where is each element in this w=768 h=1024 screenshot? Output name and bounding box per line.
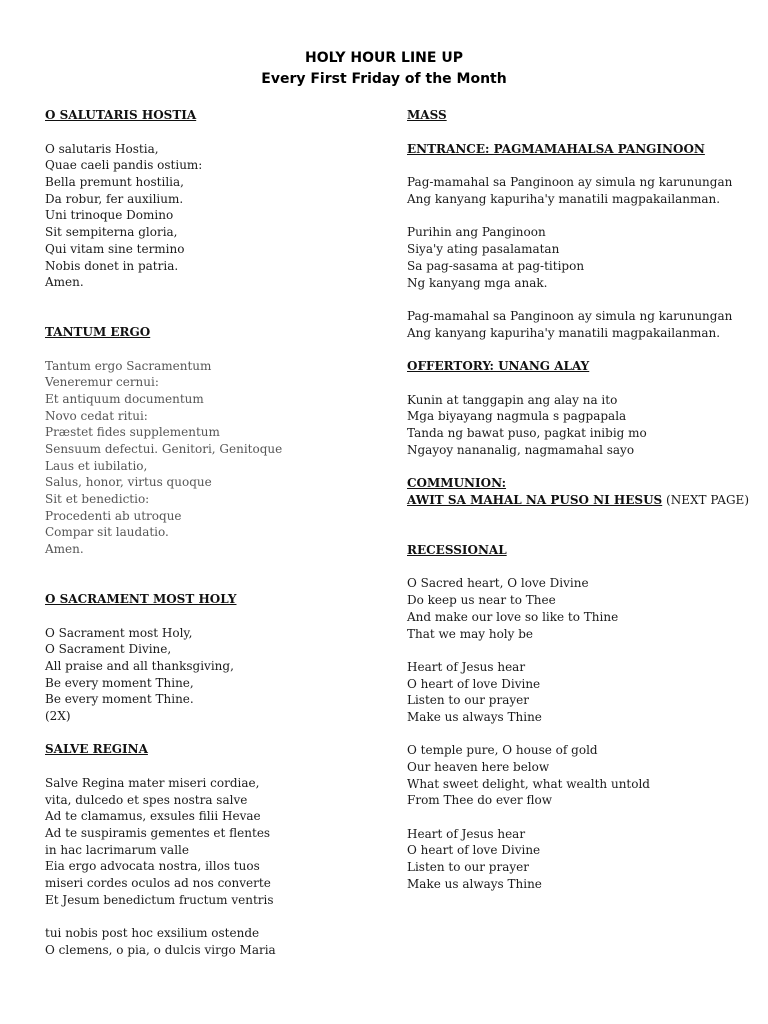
lyric-line: Compar sit laudatio. — [45, 525, 169, 540]
page-header — [0, 48, 768, 90]
stanza — [407, 742, 747, 809]
lyrics-lines — [407, 308, 747, 341]
lyrics-lines — [45, 775, 375, 909]
lyric-line: in hac lacrimarum valle — [45, 842, 189, 857]
section-heading: RECESSIONAL — [407, 542, 507, 557]
lyric-line: O Sacrament most Holy, — [45, 625, 193, 640]
left-column — [45, 107, 375, 959]
lyric-line: Nobis donet in patria. — [45, 258, 179, 273]
lyrics-lines — [407, 392, 747, 459]
lyric-line: Ang kanyang kapuriha'y manatili magpakailanman. — [407, 325, 721, 340]
lyric-line: Salve Regina mater miseri cordiae, — [45, 776, 260, 790]
lyric-line: O temple pure, O house of gold — [407, 743, 598, 758]
lyric-line: tui nobis post hoc exsilium ostende — [45, 926, 260, 941]
lyrics-lines — [45, 358, 375, 558]
lyric-line: Mga biyayang nagmula s pagpapala — [407, 409, 627, 424]
lyric-line: O Sacred heart, O love Divine — [407, 576, 589, 591]
section-heading: O SALUTARIS HOSTIA — [45, 108, 197, 122]
lyric-line: Siya'y ating pasalamatan — [407, 242, 560, 257]
lyric-line: Heart of Jesus hear — [407, 826, 526, 841]
lyric-line: Be every moment Thine, — [45, 675, 194, 690]
lyric-line: That we may holy be — [407, 626, 534, 641]
lyric-line: Listen to our prayer — [407, 860, 529, 875]
lyric-line: Kunin at tanggapin ang alay na ito — [407, 392, 618, 407]
lyric-line: Procedenti ab utroque — [45, 508, 182, 523]
lyric-line: And make our love so like to Thine — [407, 609, 619, 624]
lyric-line: Salus, honor, virtus quoque — [45, 475, 212, 490]
section-heading: ENTRANCE: PAGMAMAHALSA PANGINOON — [407, 141, 705, 156]
stanza — [407, 659, 747, 726]
lyric-line: O Sacrament Divine, — [45, 642, 172, 657]
lyrics-lines — [45, 625, 375, 725]
lyric-line: Make us always Thine — [407, 709, 542, 724]
lyric-line: All praise and all thanksgiving, — [45, 658, 234, 673]
salve-regina-section — [45, 741, 375, 958]
lyric-line: O clemens, o pia, o dulcis virgo Maria — [45, 942, 276, 957]
lyric-line: Ad te clamamus, exsules filii Hevae — [45, 809, 261, 824]
page-subtitle: Every First Friday of the Month — [261, 71, 507, 87]
lyric-line: Sa pag-sasama at pag-titipon — [407, 258, 585, 273]
lyric-line: Listen to our prayer — [407, 693, 529, 708]
lyric-line: Quae caeli pandis ostium: — [45, 158, 203, 173]
lyric-line: Uni trinoque Domino — [45, 208, 174, 223]
lyric-line: Amen. — [45, 542, 84, 557]
stanza — [407, 826, 747, 893]
communion-note: (NEXT PAGE) — [662, 493, 750, 508]
offertory-section — [407, 358, 747, 458]
lyric-line: Make us always Thine — [407, 876, 542, 891]
lyric-line: Pag-mamahal sa Panginoon ay simula ng karunungan — [407, 308, 733, 323]
lyric-line: Sit et benedictio: — [45, 492, 150, 507]
o-salutaris-section — [45, 107, 375, 291]
lyric-line: vita, dulcedo et spes nostra salve — [45, 792, 248, 807]
lyric-line: Pag-mamahal sa Panginoon ay simula ng karunungan — [407, 175, 733, 190]
lyrics-lines — [45, 141, 375, 291]
lyric-line: Qui vitam sine termino — [45, 241, 185, 256]
communion-song-line — [407, 492, 750, 509]
section-heading: SALVE REGINA — [45, 742, 148, 757]
lyric-line: Da robur, fer auxilium. — [45, 191, 184, 206]
communion-section — [407, 475, 750, 509]
lyric-line: O heart of love Divine — [407, 843, 541, 858]
lyrics-lines — [407, 224, 747, 291]
tantum-ergo-section — [45, 324, 375, 558]
lyric-line: Do keep us near to Thee — [407, 593, 556, 608]
lyric-line: Heart of Jesus hear — [407, 659, 526, 674]
lyric-line: Ad te suspiramis gementes et flentes — [45, 826, 271, 841]
lyric-line: Our heaven here below — [407, 760, 550, 774]
lyric-line: Ngayoy nananalig, nagmamahal sayo — [407, 442, 635, 457]
lyric-line: From Thee do ever flow — [407, 793, 552, 808]
lyric-line: Et antiquum documentum — [45, 391, 204, 406]
page-title: HOLY HOUR LINE UP — [305, 50, 463, 66]
section-heading: OFFERTORY: UNANG ALAY — [407, 358, 590, 373]
lyrics-lines — [45, 925, 375, 958]
lyric-line: Tantum ergo Sacramentum — [45, 358, 212, 373]
lyric-line: Laus et iubilatio, — [45, 458, 148, 473]
lyric-line: Sensuum defectui. Genitori, Genitoque — [45, 442, 283, 456]
lyric-line: O salutaris Hostia, — [45, 141, 159, 156]
entrance-section — [407, 141, 747, 342]
lyric-line: Purihin ang Panginoon — [407, 225, 546, 240]
lyric-line: (2X) — [45, 708, 71, 723]
communion-song-title: AWIT SA MAHAL NA PUSO NI HESUS — [407, 493, 663, 508]
lyric-line: Ang kanyang kapuriha'y manatili magpakailanman. — [407, 192, 721, 207]
lyric-line: O heart of love Divine — [407, 676, 541, 691]
lyric-line: Et Jesum benedictum fructum ventris — [45, 892, 274, 907]
right-column — [407, 107, 750, 893]
lyric-line: Tanda ng bawat puso, pagkat inibig mo — [407, 426, 647, 440]
recessional-section — [407, 542, 747, 893]
lyric-line: miseri cordes oculos ad nos converte — [45, 876, 271, 891]
section-heading: COMMUNION: — [407, 476, 507, 491]
lyric-line: Amen. — [45, 275, 84, 290]
lyric-line: Eia ergo advocata nostra, illos tuos — [45, 859, 260, 874]
lyric-line: Veneremur cernui: — [45, 375, 159, 390]
stanza — [407, 575, 747, 642]
lyric-line: Novo cedat ritui: — [45, 408, 148, 423]
lyric-line: Bella premunt hostilia, — [45, 175, 184, 190]
lyric-line: Præstet fides supplementum — [45, 425, 220, 440]
lyric-line: Sit sempiterna gloria, — [45, 225, 178, 240]
recessional-stanzas — [407, 575, 747, 892]
mass-heading: MASS — [407, 108, 447, 122]
lyric-line: Be every moment Thine. — [45, 692, 194, 707]
lyric-line: Ng kanyang mga anak. — [407, 275, 548, 290]
section-heading: TANTUM ERGO — [45, 324, 151, 339]
lyrics-lines — [407, 174, 747, 207]
section-heading: O SACRAMENT MOST HOLY — [45, 591, 237, 606]
o-sacrament-section — [45, 591, 375, 725]
lyric-line: What sweet delight, what wealth untold — [407, 776, 650, 791]
